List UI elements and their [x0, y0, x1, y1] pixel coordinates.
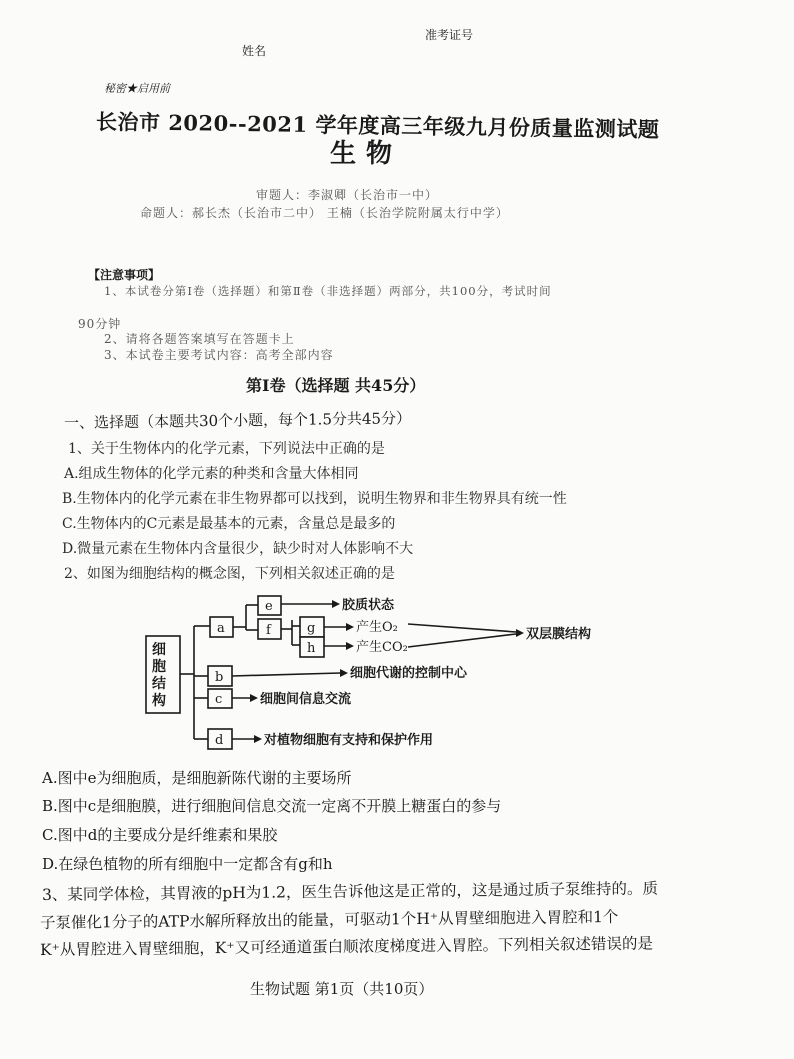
part1-heading: 第Ⅰ卷（选择题 共45分） [246, 376, 426, 395]
diagram-label-double-membrane: 双层膜结构 [526, 627, 592, 642]
q2-option-d: D.在绿色植物的所有细胞中一定都含有g和h [42, 855, 333, 873]
page-footer: 生物试题 第1页（共10页） [250, 980, 434, 998]
q3-line-1: 3、某同学体检，其胃液的pH为1.2，医生告诉他这是正常的，这是通过质子泵维持的。质 [41, 879, 659, 904]
diagram-label-g: 产生O₂ [356, 620, 398, 635]
q1-option-d: D.微量元素在生物体内含量很少，缺少时对人体影响不大 [62, 541, 414, 557]
q1-option-b: B.生物体内的化学元素在非生物界都可以找到，说明生物界和非生物界具有统一性 [62, 491, 567, 507]
confidential-mark: 秘密★启用前 [104, 82, 170, 95]
diagram-node-c: c [215, 692, 223, 707]
section-heading: 一、选择题（本题共30个小题，每个1.5分共45分） [63, 409, 412, 432]
notice-heading: 【注意事项】 [88, 268, 161, 282]
diagram-node-b: b [215, 670, 224, 685]
diagram-node-a: a [217, 621, 225, 636]
reviewer-line: 审题人：李淑卿（长治市一中） [256, 188, 439, 202]
exam-id-label: 准考证号 [425, 28, 474, 42]
diagram-root-char-3: 结 [152, 676, 166, 692]
diagram-root-char-4: 构 [152, 693, 166, 709]
diagram-node-f: f [266, 623, 271, 638]
diagram-node-g: g [307, 621, 316, 636]
diagram-root-char-1: 细 [152, 642, 166, 658]
diagram-node-d: d [215, 733, 224, 748]
diagram-node-e: e [265, 599, 273, 614]
q2-stem: 2、如图为细胞结构的概念图，下列相关叙述正确的是 [64, 566, 395, 582]
notice-item-3: 3、本试卷主要考试内容：高考全部内容 [104, 348, 334, 362]
notice-item-1-cont: 90分钟 [78, 317, 122, 331]
setter-line: 命题人：郝长杰（长治市二中） 王楠（长治学院附属太行中学） [140, 206, 509, 220]
q1-stem: 1、关于生物体内的化学元素，下列说法中正确的是 [68, 441, 385, 457]
q2-option-b: B.图中c是细胞膜，进行细胞间信息交流一定离不开膜上糖蛋白的参与 [42, 797, 502, 815]
diagram-label-e: 胶质状态 [342, 598, 395, 613]
q2-option-a: A.图中e为细胞质，是细胞新陈代谢的主要场所 [42, 769, 352, 787]
diagram-label-h: 产生CO₂ [356, 640, 408, 655]
subject-title: 生物 [330, 139, 403, 169]
diagram-label-c: 细胞间信息交流 [260, 692, 352, 707]
name-label: 姓名 [242, 44, 267, 58]
notice-item-2: 2、请将各题答案填写在答题卡上 [104, 332, 295, 346]
diagram-label-d: 对植物细胞有支持和保护作用 [264, 733, 434, 748]
notice-item-1: 1、本试卷分第Ⅰ卷（选择题）和第Ⅱ卷（非选择题）两部分，共100分，考试时间 [104, 284, 552, 298]
diagram-root-char-2: 胞 [152, 659, 166, 675]
q3-line-2: 子泵催化1分子的ATP水解所释放出的能量，可驱动1个H⁺从胃壁细胞进入胃腔和1个 [39, 907, 619, 932]
q1-option-a: A.组成生物体的化学元素的种类和含量大体相同 [64, 466, 359, 482]
diagram-node-h: h [307, 641, 316, 656]
exam-title: 长治市 2020--2021 学年度高三年级九月份质量监测试题 [95, 109, 660, 142]
q2-option-c: C.图中d的主要成分是纤维素和果胶 [42, 826, 278, 844]
q3-line-3: K⁺从胃腔进入胃壁细胞，K⁺又可经通道蛋白顺浓度梯度进入胃腔。下列相关叙述错误的是 [39, 934, 654, 959]
diagram-label-b: 细胞代谢的控制中心 [350, 666, 468, 681]
q1-option-c: C.生物体内的C元素是最基本的元素，含量总是最多的 [62, 516, 396, 532]
